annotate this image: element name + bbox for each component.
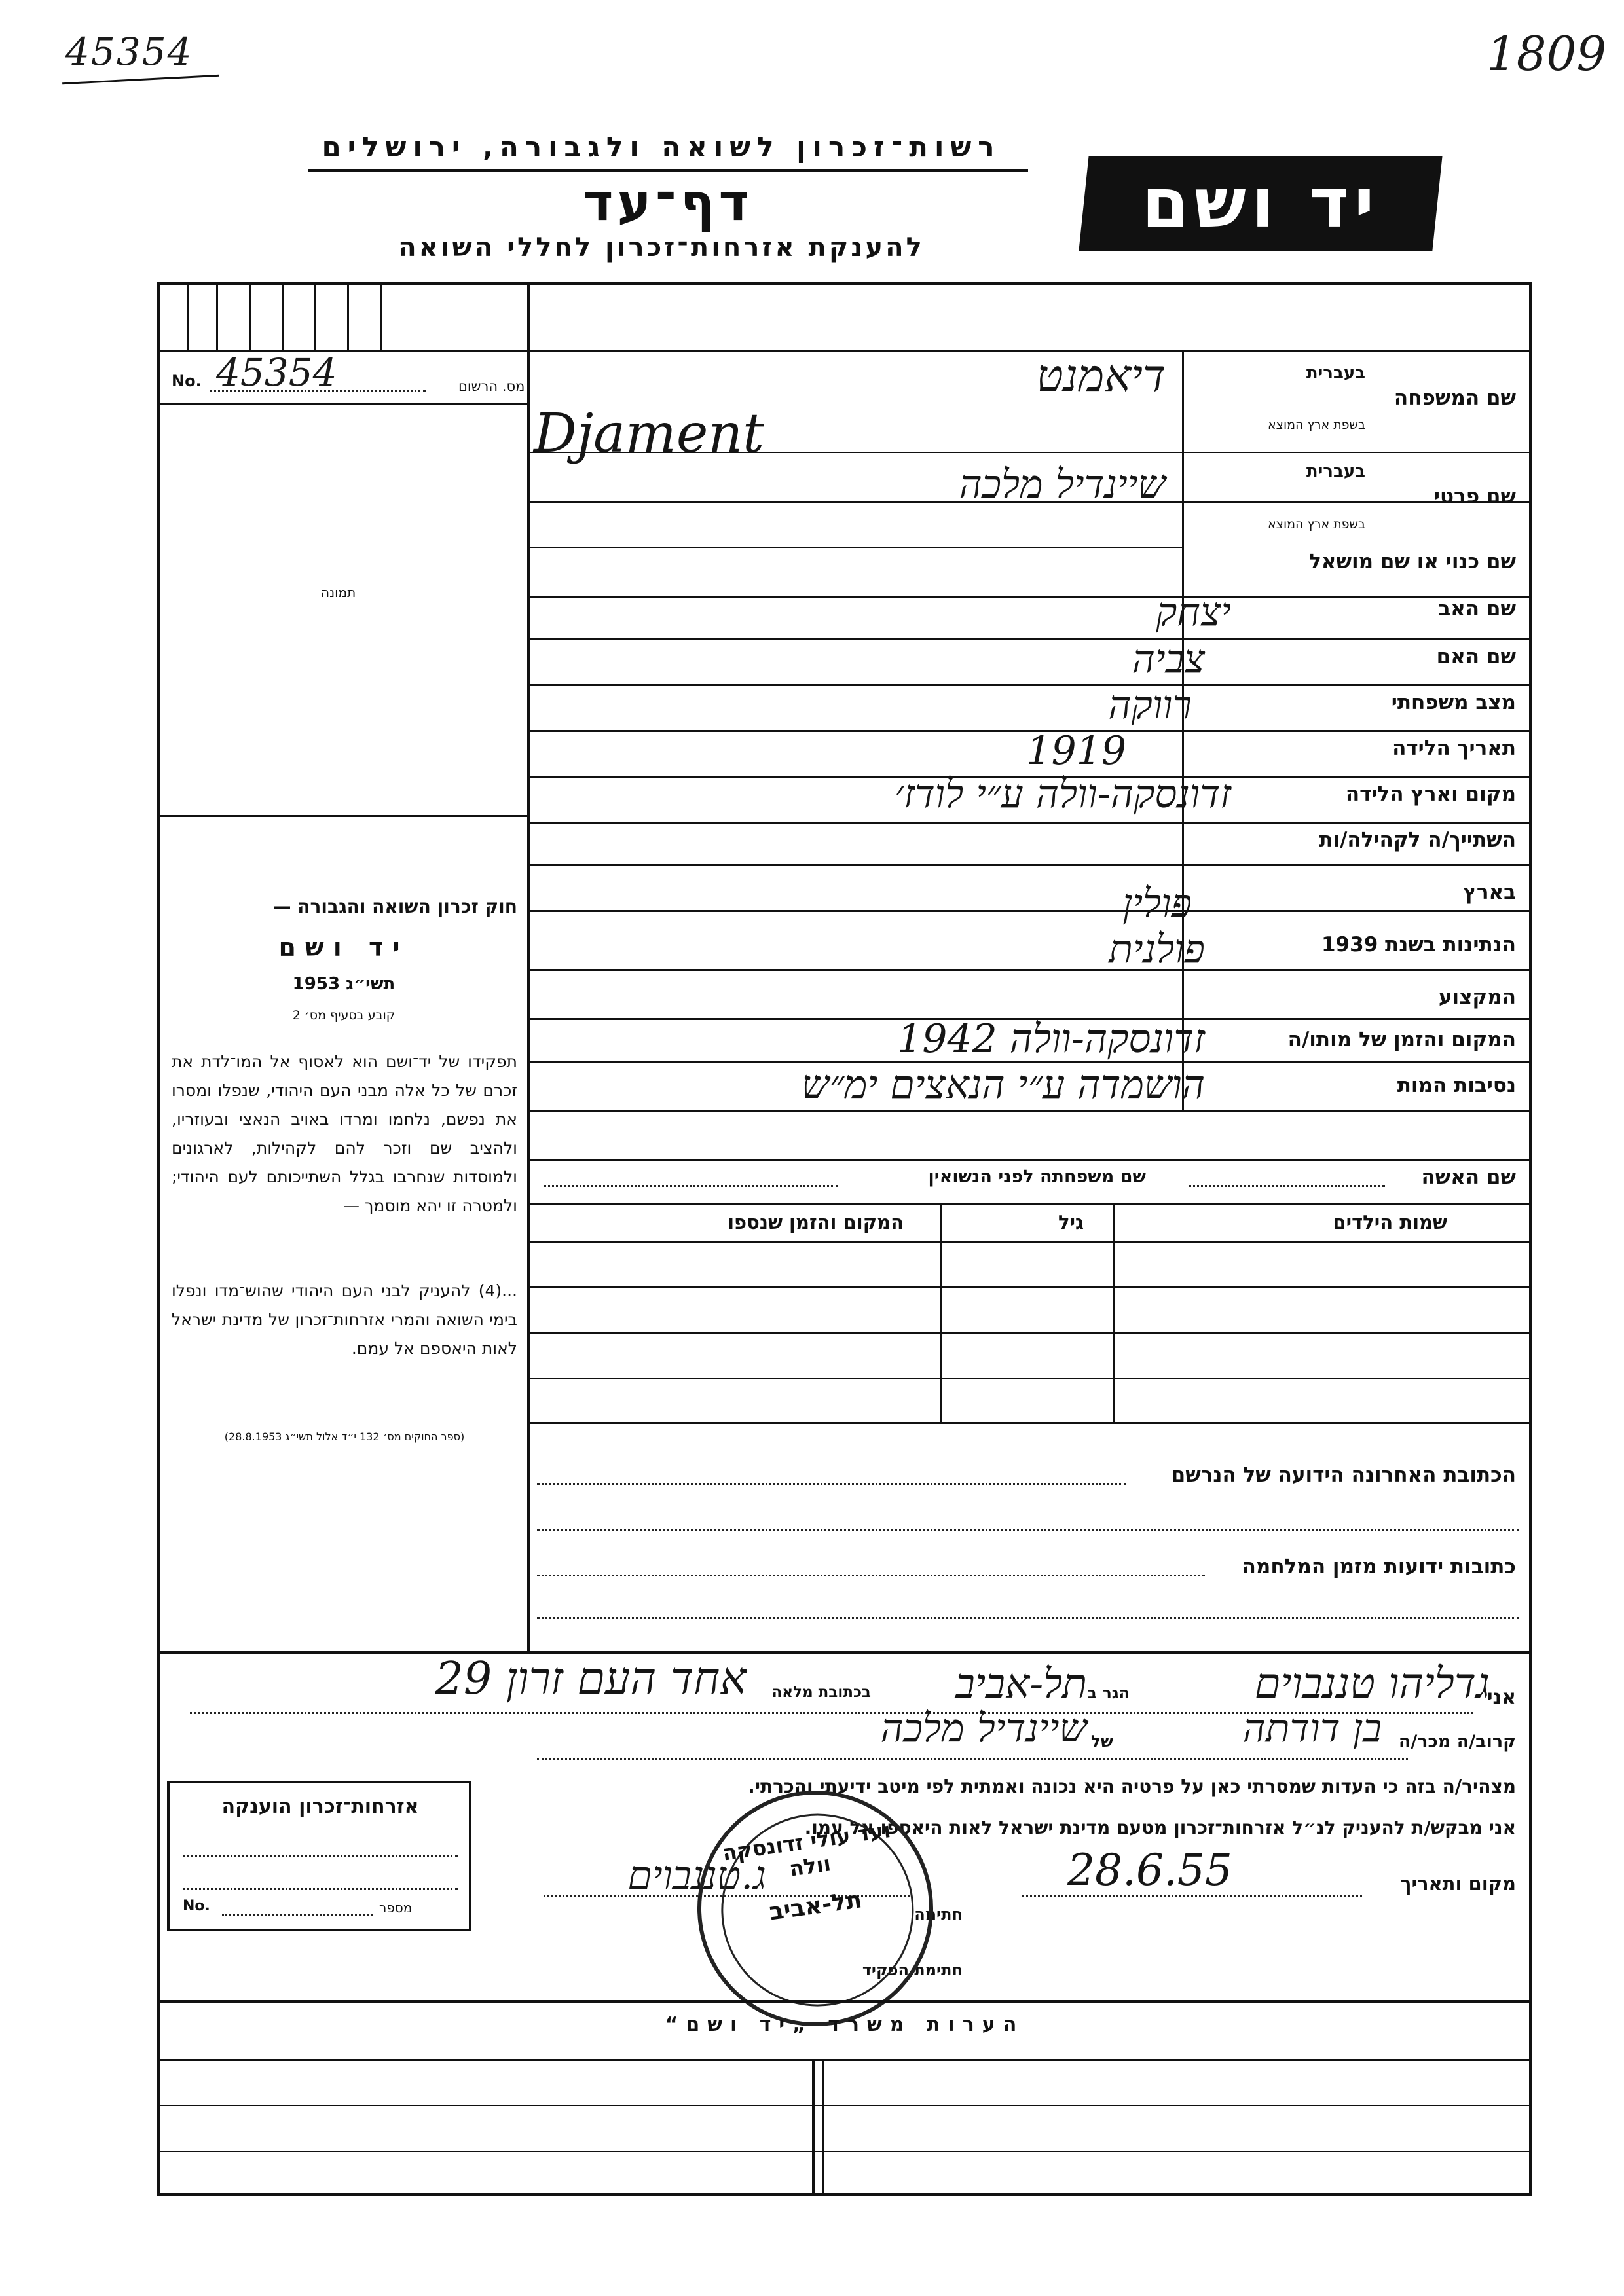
declaration-ani: אני — [1486, 1686, 1516, 1709]
full-address-value[interactable]: אחד העם זרון 29 — [435, 1653, 747, 1705]
office-notes-divider — [812, 2061, 815, 2196]
authority-title: רשות־זכרון לשואה ולגבורה, ירושלים — [322, 131, 1001, 163]
death-place-time-value[interactable]: זדונסקה-וולה 1942 — [897, 1016, 1205, 1062]
country-value[interactable]: פולין — [1122, 881, 1192, 926]
stamp-ring-text: ועד עולי זדונסקה וולה — [720, 1817, 893, 1882]
nationality-1939-value[interactable]: פולנית — [1109, 926, 1205, 972]
father-name-value[interactable]: יצחק — [1156, 589, 1231, 635]
children-age-header: גיל — [1058, 1211, 1084, 1233]
archive-number: 45354 — [65, 29, 193, 74]
signature-label: חתימה — [914, 1905, 963, 1923]
children-names-header: שמות הילדים — [1333, 1211, 1447, 1233]
law-citation: (ספר החוקים מס׳ 132 י״ד אלול תשי״ג 28.8.1953) — [224, 1430, 465, 1443]
nickname-label: שם כנוי או שם מושאל — [1309, 550, 1516, 574]
mother-name-value[interactable]: צביה — [1132, 636, 1205, 682]
law-title: חוק זכרון השואה והגבורה — — [272, 896, 517, 917]
residing-in-label: הגר ב — [1087, 1684, 1130, 1702]
marital-status-label: מצב משפחתי — [1391, 691, 1516, 714]
death-place-time-label: המקום והזמן של מותו/ה — [1287, 1028, 1516, 1051]
mother-name-label: שם האם — [1436, 645, 1516, 668]
family-name-hebrew-value[interactable]: דיאמנט — [1036, 350, 1166, 402]
statement-2: אני מבקש/ת להעניק לנ״ל אזרחות־זכרון מטעם מדינת ישראל לאות היאספו אל עמו. — [804, 1817, 1516, 1838]
birth-date-value[interactable]: 1919 — [1026, 728, 1126, 774]
family-name-origin-value[interactable]: Djament — [534, 403, 765, 465]
first-name-label: שם פרטי — [1433, 484, 1516, 508]
full-address-label: בכתובת מלאה — [771, 1684, 871, 1701]
grant-box-no-en: No. — [183, 1898, 210, 1914]
first-name-value[interactable]: שיינדיל מלכה — [959, 462, 1166, 507]
grant-box-title: אזרחות־זכרון הוענקה — [221, 1795, 419, 1818]
law-year: תשי״ג 1953 — [292, 974, 396, 994]
witness-name-value[interactable]: גדליהו טננבוים — [1254, 1660, 1490, 1708]
children-place-time-header: המקום והזמן שנספו — [728, 1211, 904, 1233]
father-name-label: שם האב — [1438, 597, 1516, 621]
side-panel-divider — [527, 282, 530, 1653]
form-title: דף־עד — [583, 173, 753, 232]
of-name-value[interactable]: שיינדיל מלכה — [880, 1705, 1087, 1751]
registration-no-value: 45354 — [216, 350, 337, 395]
death-circumstances-value[interactable]: הושמדה ע״י הנאצים ימ״ש — [801, 1062, 1205, 1108]
law-name: יד ושם — [278, 933, 409, 962]
law-text-1: תפקידו של יד־ושם הוא לאסוף אל המו־לדת את זכרם של כל אלה מבני העם היהודי, שנפלו ומסרו את נפשם, נלחמו ומרדו באויב הנאצי ובעוזריו, ולהציב שם וזכר להם לקהילות, לארגונים ולמוסדות שנחרבו בגלל השתייכותם לעם היהודי; ולמטרה זו יהא מוסמך — — [172, 1052, 517, 1215]
registration-no-he: מס. הרשום — [458, 378, 525, 394]
page-number: 1809 — [1486, 26, 1607, 81]
nationality-1939-label: הנתינות בשנת 1939 — [1321, 933, 1516, 957]
relation-label: קרוב/ה מכר/ה — [1398, 1732, 1516, 1752]
profession-label: המקצוע — [1438, 985, 1516, 1009]
war-time-addresses-label: כתובות ידועות מזמן המלחמה — [1242, 1555, 1516, 1578]
city-value[interactable]: תל-אביב — [955, 1660, 1087, 1707]
form-subtitle: להענקת אזרחות־זכרון לחללי השואה — [398, 232, 925, 263]
birth-date-label: תאריך הלידה — [1392, 737, 1516, 760]
stamp-center-text: תל-אביב — [767, 1886, 864, 1926]
birth-place-value[interactable]: זדונסקה-וולה ע״י לודז׳ — [895, 771, 1231, 817]
country-label: בארץ — [1463, 881, 1516, 904]
clerk-signature-label: חתימת הפקיד — [862, 1961, 963, 1979]
law-section: קובע בסעיף מס׳ 2 — [292, 1008, 396, 1023]
archive-number-underline — [62, 75, 219, 85]
family-name-label: שם המשפחה — [1393, 386, 1516, 410]
last-known-address-label: הכתובת האחרונה הידועה של הנרשם — [1171, 1463, 1516, 1487]
first-name-sub-origin: בשפת ארץ המוצא — [1267, 517, 1365, 532]
of-label: של — [1090, 1732, 1113, 1751]
relation-value[interactable]: בן דודתה — [1242, 1705, 1382, 1751]
family-name-sub-hebrew: בעברית — [1306, 363, 1365, 383]
grant-box-no-he: מספר — [379, 1900, 413, 1916]
logo-text: יד ושם — [1141, 163, 1380, 243]
place-date-label: מקום ותאריך — [1400, 1872, 1516, 1895]
grant-box — [167, 1781, 471, 1931]
office-notes-title: הערות משרד „יד ושם“ — [665, 2013, 1025, 2036]
signature-value: ג.טננבוים — [627, 1853, 766, 1899]
first-name-sub-hebrew: בעברית — [1306, 462, 1365, 481]
place-date-value[interactable]: 28.6.55 — [1067, 1845, 1232, 1895]
death-circumstances-label: נסיבות המות — [1397, 1074, 1516, 1097]
community-label: השתייך/ה לקהילה/ות — [1319, 828, 1516, 852]
statement-1: מצהיר/ה בזה כי העדות שמסרתי כאן על פרטיה היא נכונה ואמתית לפי מיטב ידיעתי והכרתי. — [748, 1776, 1516, 1797]
registration-no-en: No. — [172, 372, 202, 390]
marital-status-value[interactable]: רווקה — [1108, 682, 1192, 728]
authority-underline — [308, 169, 1028, 172]
yad-vashem-logo — [1079, 156, 1442, 251]
photo-label: תמונה — [321, 585, 356, 600]
law-text-2: ...(4) להעניק לבני העם היהודי שהוש־מדו ונפלו בימי השואה והמרי אזרחות־זכרון של מדינת ישראל לאות היאספם אל עמם. — [172, 1281, 517, 1358]
spouse-maiden-label: שם משפחתה לפני הנשואין — [928, 1167, 1146, 1187]
family-name-sub-origin: בשפת ארץ המוצא — [1267, 418, 1365, 432]
spouse-label: שם האשה — [1421, 1165, 1516, 1189]
birth-place-label: מקום וארץ הלידה — [1345, 782, 1516, 806]
